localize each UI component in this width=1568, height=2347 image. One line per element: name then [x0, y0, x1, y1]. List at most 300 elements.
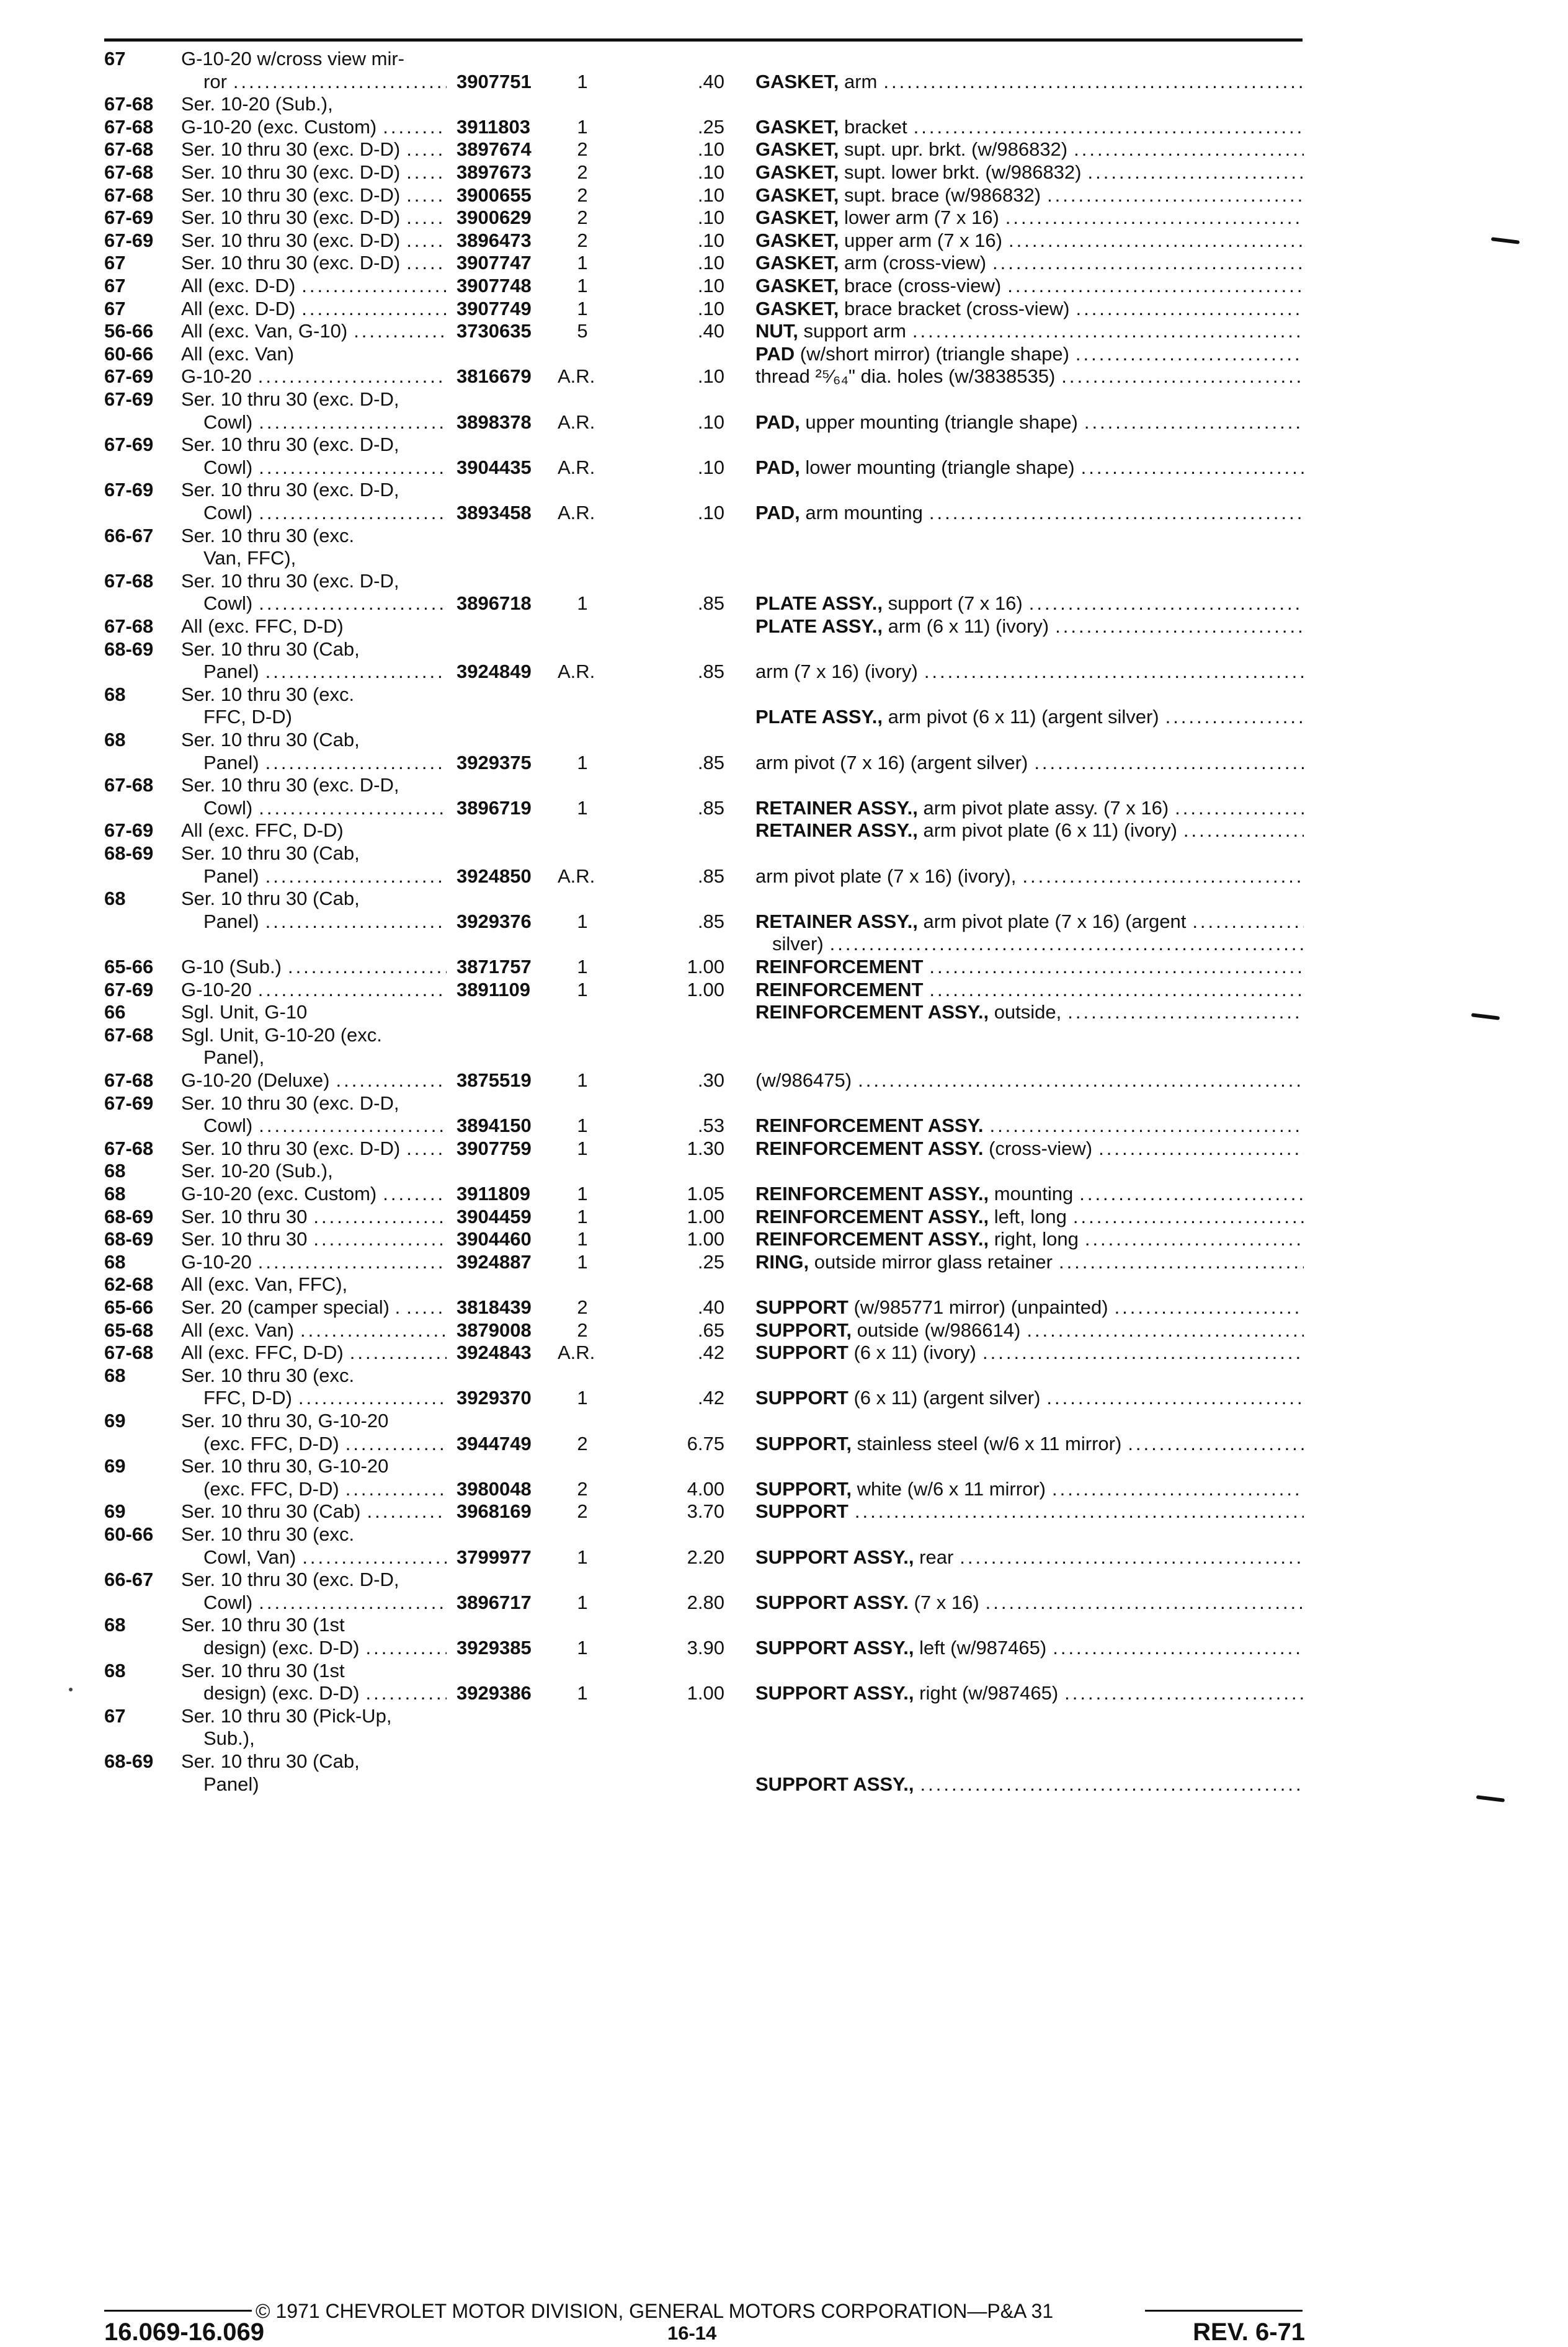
description-cell — [755, 1182, 1304, 1205]
applicability-text: Van, FFC), — [203, 547, 296, 569]
item-name: PAD, — [755, 502, 800, 523]
list-item — [0, 1750, 1568, 1773]
list-item — [0, 388, 1568, 411]
dot-leader — [1046, 1386, 1304, 1409]
applicability-cell — [181, 478, 447, 501]
description-text — [755, 138, 1067, 161]
list-item — [0, 660, 1568, 683]
item-name: REINFORCEMENT ASSY., — [755, 1001, 989, 1023]
item-detail: bracket — [844, 116, 907, 138]
dot-leader — [265, 751, 447, 774]
item-name: NUT, — [755, 320, 798, 342]
applicability-cell — [203, 910, 447, 933]
applicability-text: Ser. 10 thru 30 (exc. D-D) — [181, 161, 401, 183]
year-range: 67 — [104, 298, 126, 319]
list-item — [0, 319, 1568, 342]
description-cell — [755, 138, 1304, 161]
applicability-cell — [181, 1613, 447, 1636]
price: .10 — [697, 184, 724, 206]
price: .85 — [697, 592, 724, 614]
page-number: 16-14 — [667, 2322, 717, 2344]
dot-leader — [929, 955, 1304, 978]
applicability-text: Sgl. Unit, G-10 — [181, 1001, 308, 1023]
applicability-cell — [181, 569, 447, 592]
description-text — [755, 1546, 953, 1569]
part-number: 3897673 — [457, 161, 532, 183]
dot-leader — [300, 1319, 447, 1342]
list-item — [0, 1432, 1568, 1455]
item-name: RETAINER ASSY., — [755, 911, 918, 932]
applicability-text: Ser. 10 thru 30 (Pick-Up, — [181, 1705, 392, 1727]
top-rule — [104, 38, 1303, 42]
year-range: 68 — [104, 1614, 126, 1636]
quantity: 1 — [577, 1228, 588, 1250]
quantity: 1 — [577, 1637, 588, 1659]
item-detail: supt. upr. brkt. (w/986832) — [844, 138, 1068, 160]
quantity: A.R. — [558, 411, 595, 433]
applicability-cell — [181, 206, 447, 229]
item-name: RETAINER ASSY., — [755, 819, 918, 841]
footer-rule-right — [1145, 2310, 1303, 2312]
applicability-cell — [181, 819, 447, 842]
price: 1.00 — [687, 1228, 724, 1250]
description-cell — [755, 251, 1304, 274]
description-text — [755, 1205, 1067, 1228]
applicability-cell — [203, 1477, 447, 1500]
applicability-text: Ser. 10-20 (Sub.), — [181, 93, 333, 115]
list-item — [0, 728, 1568, 751]
list-item — [0, 411, 1568, 434]
applicability-cell — [181, 274, 447, 297]
dot-leader — [883, 70, 1304, 93]
description-cell — [755, 1227, 1304, 1250]
item-name: SUPPORT ASSY., — [755, 1682, 914, 1704]
item-name: PAD, — [755, 411, 800, 433]
description-text — [755, 978, 923, 1001]
dot-leader — [1175, 796, 1304, 819]
item-detail: upper mounting (triangle shape) — [805, 411, 1078, 433]
part-number: 3929375 — [457, 752, 532, 773]
year-range: 67-68 — [104, 1069, 154, 1091]
applicability-cell — [203, 1681, 447, 1704]
item-detail: left, long — [994, 1206, 1067, 1227]
dot-leader — [1055, 615, 1304, 638]
applicability-cell — [181, 342, 447, 365]
applicability-cell — [203, 546, 447, 569]
price: .65 — [697, 1319, 724, 1341]
item-name: REINFORCEMENT ASSY. — [755, 1115, 984, 1136]
year-range: 67-68 — [104, 774, 154, 796]
part-number: 3924850 — [457, 865, 532, 887]
description-text — [755, 1432, 1121, 1455]
year-range: 67-68 — [104, 615, 154, 637]
dot-leader — [406, 184, 447, 207]
applicability-cell — [181, 1409, 447, 1432]
year-range: 67-68 — [104, 1024, 154, 1046]
dot-leader — [912, 319, 1304, 342]
item-name: GASKET, — [755, 184, 839, 206]
item-detail: rear — [919, 1546, 954, 1568]
applicability-text: (exc. FFC, D-D) — [203, 1433, 339, 1454]
applicability-text: FFC, D-D) — [203, 1387, 292, 1409]
dot-leader — [1067, 1000, 1304, 1023]
applicability-text: Ser. 20 (camper special) . — [181, 1296, 401, 1318]
part-number: 3924843 — [457, 1342, 532, 1363]
dot-leader — [1052, 1477, 1304, 1500]
list-item — [0, 796, 1568, 819]
price: .85 — [697, 661, 724, 682]
list-item — [0, 1114, 1568, 1137]
dot-leader — [406, 1296, 447, 1319]
quantity: 2 — [577, 229, 588, 251]
applicability-text: All (exc. D-D) — [181, 275, 296, 296]
item-detail: white (w/6 x 11 mirror) — [857, 1478, 1046, 1500]
item-name: SUPPORT ASSY. — [755, 1592, 909, 1613]
year-range: 67-68 — [104, 184, 154, 206]
price: .85 — [697, 797, 724, 819]
part-number: 3730635 — [457, 320, 532, 342]
dot-leader — [1007, 274, 1304, 297]
description-cell — [755, 978, 1304, 1001]
applicability-text: G-10 (Sub.) — [181, 956, 282, 978]
item-detail: thread ²⁵⁄₆₄" dia. holes (w/3838535) — [755, 365, 1056, 387]
dot-leader — [1115, 1296, 1304, 1319]
applicability-cell — [181, 615, 447, 638]
description-text — [755, 1137, 1092, 1160]
price: .42 — [697, 1387, 724, 1409]
applicability-cell — [203, 751, 447, 774]
part-number: 3818439 — [457, 1296, 532, 1318]
description-text — [755, 865, 1016, 888]
quantity: 2 — [577, 1500, 588, 1522]
dot-leader — [1085, 1227, 1304, 1250]
dot-leader — [302, 1546, 447, 1569]
list-item — [0, 229, 1568, 252]
quantity: 5 — [577, 320, 588, 342]
applicability-cell — [203, 660, 447, 683]
dot-leader — [1088, 161, 1304, 184]
list-item — [0, 115, 1568, 138]
list-item — [0, 70, 1568, 93]
price: .25 — [697, 1251, 724, 1273]
dot-leader — [406, 229, 447, 252]
applicability-text: design) (exc. D-D) — [203, 1682, 360, 1704]
description-text — [755, 1681, 1058, 1704]
description-cell — [755, 955, 1304, 978]
part-number: 3929386 — [457, 1682, 532, 1704]
applicability-cell — [203, 796, 447, 819]
dot-leader — [406, 251, 447, 274]
quantity: 2 — [577, 1296, 588, 1318]
description-cell — [755, 1000, 1304, 1023]
description-cell — [755, 1681, 1304, 1704]
list-item — [0, 615, 1568, 638]
dot-leader — [855, 1500, 1304, 1523]
applicability-cell — [203, 1386, 447, 1409]
quantity: 1 — [577, 1069, 588, 1091]
applicability-cell — [181, 1568, 447, 1591]
part-number: 3904460 — [457, 1228, 532, 1250]
description-text — [755, 819, 1177, 842]
applicability-text: Ser. 10 thru 30 (exc. D-D) — [181, 252, 401, 274]
description-cell — [755, 1636, 1304, 1659]
applicability-text: Cowl) — [203, 797, 253, 819]
dot-leader — [1029, 592, 1304, 615]
list-item — [0, 297, 1568, 320]
section-number: 16.069-16.069 — [104, 2318, 265, 2346]
applicability-cell — [203, 1636, 447, 1659]
list-item — [0, 1250, 1568, 1273]
item-name: PLATE ASSY., — [755, 615, 883, 637]
applicability-cell — [181, 955, 447, 978]
applicability-cell — [181, 728, 447, 751]
list-item — [0, 1023, 1568, 1046]
applicability-cell — [203, 865, 447, 888]
price: 1.00 — [687, 1682, 724, 1704]
part-number: 3911809 — [457, 1183, 530, 1205]
description-text — [755, 342, 1069, 365]
year-range: 67-68 — [104, 116, 154, 138]
price: 1.00 — [687, 956, 724, 978]
applicability-text: Ser. 10 thru 30 (exc. — [181, 1523, 355, 1545]
description-cell — [755, 660, 1304, 683]
item-name: GASKET, — [755, 275, 839, 296]
year-range: 67-68 — [104, 570, 154, 592]
description-text — [755, 1296, 1108, 1319]
part-number: 3896719 — [457, 797, 532, 819]
list-item — [0, 342, 1568, 365]
applicability-text: ror — [203, 71, 227, 92]
dot-leader — [259, 411, 447, 434]
list-item — [0, 1092, 1568, 1115]
item-detail: support (7 x 16) — [888, 592, 1023, 614]
applicability-text: Ser. 10 thru 30 (exc. — [181, 525, 355, 546]
dot-leader — [383, 115, 447, 138]
part-number: 3944749 — [457, 1433, 532, 1454]
applicability-text: All (exc. FFC, D-D) — [181, 615, 344, 637]
item-detail: lower mounting (triangle shape) — [805, 456, 1075, 478]
dot-leader — [265, 865, 447, 888]
applicability-text: Ser. 10 thru 30 (1st — [181, 1660, 345, 1681]
description-text — [755, 1182, 1073, 1205]
list-item — [0, 773, 1568, 796]
year-range: 67-69 — [104, 365, 154, 387]
year-range: 68 — [104, 1160, 126, 1182]
dot-leader — [383, 1182, 447, 1205]
applicability-cell — [203, 1046, 447, 1069]
dot-leader — [1027, 1319, 1304, 1342]
applicability-cell — [203, 70, 447, 93]
quantity: 1 — [577, 1387, 588, 1409]
description-text — [755, 70, 877, 93]
year-range: 67 — [104, 252, 126, 274]
applicability-cell — [203, 1432, 447, 1455]
dot-leader — [265, 660, 447, 683]
quantity: 1 — [577, 116, 588, 138]
applicability-cell — [181, 524, 447, 547]
description-cell — [755, 1319, 1304, 1342]
dot-leader — [366, 1681, 447, 1704]
description-cell — [755, 910, 1304, 933]
part-number: 3893458 — [457, 502, 532, 523]
applicability-text: Ser. 10 thru 30 (exc. — [181, 1365, 355, 1386]
year-range: 66-67 — [104, 525, 154, 546]
dot-leader — [258, 365, 447, 388]
dot-leader — [992, 251, 1304, 274]
list-item — [0, 1477, 1568, 1500]
applicability-text: Cowl) — [203, 1115, 253, 1136]
description-text — [755, 115, 907, 138]
description-text — [755, 456, 1075, 479]
year-range: 65-66 — [104, 1296, 154, 1318]
dot-leader — [1076, 297, 1304, 320]
price: 1.05 — [687, 1183, 724, 1205]
list-item — [0, 1182, 1568, 1205]
applicability-text: Ser. 10 thru 30, G-10-20 — [181, 1455, 389, 1477]
year-range: 67-69 — [104, 1092, 154, 1114]
year-range: 56-66 — [104, 320, 154, 342]
applicability-cell — [203, 1727, 447, 1750]
applicability-cell — [203, 1591, 447, 1614]
dot-leader — [1076, 342, 1304, 365]
item-detail: arm pivot plate (7 x 16) (ivory), — [755, 865, 1017, 887]
applicability-cell — [203, 501, 447, 524]
item-detail: right (w/987465) — [919, 1682, 1059, 1704]
list-item — [0, 1296, 1568, 1319]
applicability-text: Panel) — [203, 752, 259, 773]
price: .40 — [697, 71, 724, 92]
applicability-cell — [181, 1364, 447, 1387]
price: .10 — [697, 275, 724, 296]
applicability-cell — [181, 978, 447, 1001]
applicability-cell — [181, 1205, 447, 1228]
description-cell — [755, 865, 1304, 888]
dot-leader — [259, 456, 447, 479]
part-number: 3904435 — [457, 456, 532, 478]
item-detail: arm pivot plate (7 x 16) (argent — [923, 911, 1187, 932]
part-number: 3929385 — [457, 1637, 532, 1659]
year-range: 67 — [104, 48, 126, 69]
list-item — [0, 1137, 1568, 1160]
year-range: 67-69 — [104, 819, 154, 841]
dot-leader — [1192, 910, 1304, 933]
description-text — [755, 411, 1078, 434]
list-item — [0, 1523, 1568, 1546]
description-text — [755, 592, 1023, 615]
description-cell — [755, 161, 1304, 184]
description-cell — [755, 1250, 1304, 1273]
year-range: 65-66 — [104, 956, 154, 978]
description-text — [755, 1636, 1046, 1659]
part-number: 3871757 — [457, 956, 532, 978]
applicability-text: Cowl, Van) — [203, 1546, 296, 1568]
item-name: SUPPORT, — [755, 1319, 852, 1341]
applicability-text: All (exc. FFC, D-D) — [181, 1342, 344, 1363]
applicability-cell — [181, 1250, 447, 1273]
year-range: 60-66 — [104, 343, 154, 365]
description-cell — [755, 206, 1304, 229]
item-detail: (6 x 11) (argent silver) — [853, 1387, 1041, 1409]
list-item — [0, 1546, 1568, 1569]
item-name: REINFORCEMENT — [755, 979, 924, 1000]
quantity: 2 — [577, 1433, 588, 1454]
applicability-text: Ser. 10 thru 30 (exc. — [181, 684, 355, 705]
price: .10 — [697, 298, 724, 319]
price: .10 — [697, 161, 724, 183]
applicability-cell — [181, 297, 447, 320]
list-item — [0, 138, 1568, 161]
item-detail: arm pivot plate (6 x 11) (ivory) — [923, 819, 1177, 841]
description-text — [755, 1069, 852, 1092]
price: .10 — [697, 229, 724, 251]
price: .85 — [697, 911, 724, 932]
year-range: 67-69 — [104, 207, 154, 228]
applicability-text: Cowl) — [203, 592, 253, 614]
applicability-text: Panel) — [203, 911, 259, 932]
applicability-cell — [181, 773, 447, 796]
quantity: 1 — [577, 1115, 588, 1136]
list-item — [0, 1636, 1568, 1659]
part-number: 3907751 — [457, 71, 532, 92]
item-name: SUPPORT — [755, 1500, 849, 1522]
dot-leader — [354, 319, 447, 342]
list-item — [0, 683, 1568, 706]
description-cell — [755, 796, 1304, 819]
part-number: 3897674 — [457, 138, 532, 160]
description-cell — [755, 501, 1304, 524]
part-number: 3900655 — [457, 184, 532, 206]
applicability-text: design) (exc. D-D) — [203, 1637, 360, 1659]
part-number: 3907749 — [457, 298, 532, 319]
year-range: 69 — [104, 1500, 126, 1522]
list-item — [0, 1409, 1568, 1432]
dot-leader — [288, 955, 447, 978]
item-name: GASKET, — [755, 161, 839, 183]
dot-leader — [301, 274, 447, 297]
applicability-text: Ser. 10 thru 30 (Cab) — [181, 1500, 361, 1522]
quantity: 1 — [577, 752, 588, 773]
item-name: SUPPORT — [755, 1296, 849, 1318]
list-item — [0, 206, 1568, 229]
applicability-cell — [203, 456, 447, 479]
list-item — [0, 932, 1568, 955]
dot-leader — [259, 501, 447, 524]
applicability-cell — [181, 1273, 447, 1296]
item-detail: arm (cross-view) — [844, 252, 987, 274]
dot-leader — [301, 297, 447, 320]
price: .40 — [697, 320, 724, 342]
description-text — [755, 1250, 1053, 1273]
applicability-text: G-10-20 (exc. Custom) — [181, 1183, 377, 1205]
applicability-text: Ser. 10 thru 30 (exc. D-D) — [181, 1138, 401, 1159]
quantity: 2 — [577, 1319, 588, 1341]
applicability-text: All (exc. Van, FFC), — [181, 1273, 348, 1295]
part-number: 3929370 — [457, 1387, 532, 1409]
description-cell — [772, 932, 1304, 955]
applicability-text: All (exc. Van, G-10) — [181, 320, 348, 342]
applicability-text: Ser. 10 thru 30 (exc. D-D, — [181, 1569, 399, 1590]
applicability-cell — [181, 1137, 447, 1160]
price: .10 — [697, 456, 724, 478]
dot-leader — [1081, 456, 1304, 479]
quantity: 1 — [577, 252, 588, 274]
part-number: 3816679 — [457, 365, 532, 387]
margin-mark — [1476, 1795, 1505, 1802]
list-item — [0, 478, 1568, 501]
quantity: 1 — [577, 797, 588, 819]
description-text — [755, 229, 1002, 252]
applicability-text: G-10-20 — [181, 365, 252, 387]
